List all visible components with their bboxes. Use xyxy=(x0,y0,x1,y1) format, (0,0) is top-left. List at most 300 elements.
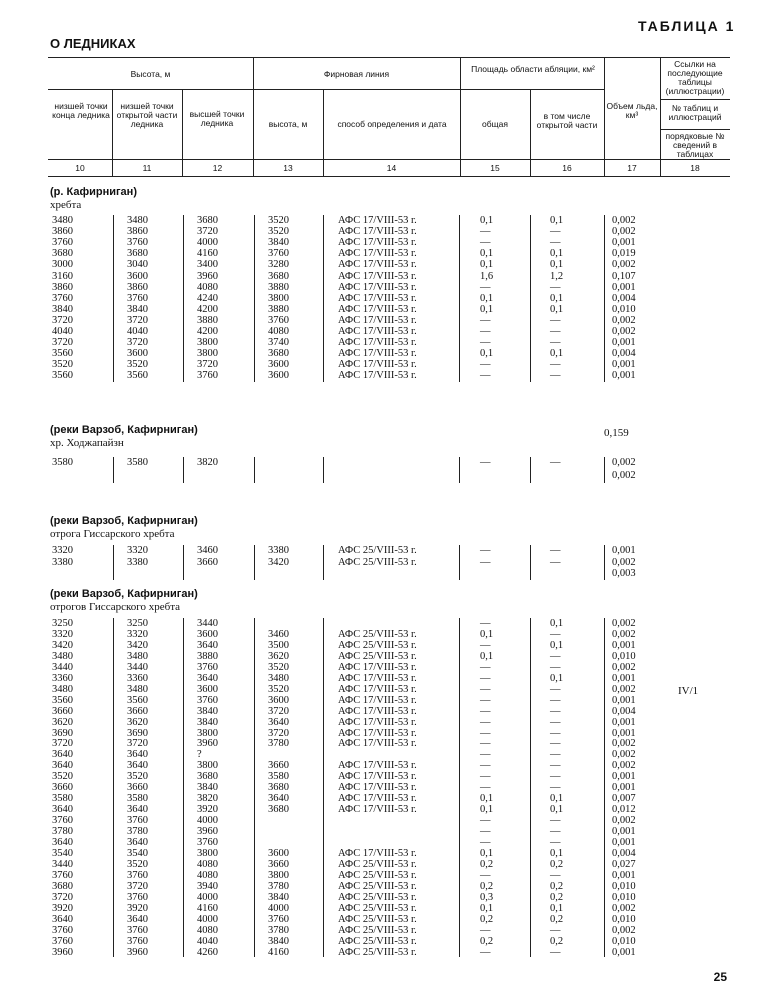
table-cell: 3520 xyxy=(268,661,289,673)
table-cell: 3840 xyxy=(197,716,218,728)
table-cell: 3860 xyxy=(52,281,73,293)
column-rule xyxy=(113,618,114,957)
column-rule xyxy=(459,618,460,957)
table-cell: — xyxy=(550,815,561,827)
table-cell: АФС 17/VIII-53 г. xyxy=(338,760,417,772)
table-row xyxy=(0,348,775,359)
table-cell: 3760 xyxy=(127,869,148,881)
table-row xyxy=(0,237,775,248)
table-cell: 3620 xyxy=(127,716,148,728)
table-cell: 4040 xyxy=(127,326,148,337)
table-cell: 0,1 xyxy=(550,639,564,651)
table-cell: 3520 xyxy=(268,683,289,695)
table-cell: 3640 xyxy=(197,639,218,651)
table-cell: 0,2 xyxy=(550,858,564,870)
table-cell: 3660 xyxy=(52,705,73,717)
table-row xyxy=(0,695,775,706)
table-cell: — xyxy=(480,281,491,293)
table-cell: 3720 xyxy=(197,359,218,371)
table-cell: 0,1 xyxy=(480,215,494,226)
table-cell: 3760 xyxy=(52,237,73,249)
table-cell: 3560 xyxy=(127,370,148,382)
table-cell: 0,2 xyxy=(550,880,564,892)
table-cell: — xyxy=(480,760,491,772)
table-cell: 3760 xyxy=(197,370,218,382)
table-cell: 3560 xyxy=(52,348,73,360)
table-cell: 3720 xyxy=(268,705,289,717)
table-cell: 3800 xyxy=(197,727,218,739)
table-cell: 0,1 xyxy=(480,628,494,640)
table-cell: 3640 xyxy=(127,913,148,925)
table-row xyxy=(0,337,775,348)
header-refs-sub2: порядковые № сведений в таблицах xyxy=(665,131,725,159)
table-cell: 0,001 xyxy=(612,716,636,728)
table-row xyxy=(0,568,775,579)
table-cell: 3680 xyxy=(127,248,148,260)
column-number: 10 xyxy=(75,163,85,173)
table-row xyxy=(0,870,775,881)
table-cell: 0,002 xyxy=(612,470,636,481)
table-cell: — xyxy=(550,628,561,640)
table-cell: 3500 xyxy=(268,639,289,651)
table-cell: 0,001 xyxy=(612,727,636,739)
table-cell: 0,1 xyxy=(480,847,494,859)
table-cell: 3640 xyxy=(197,672,218,684)
table-cell: — xyxy=(480,556,491,568)
table-cell: 3250 xyxy=(127,618,148,629)
table-cell: 3440 xyxy=(52,661,73,673)
table-row xyxy=(0,903,775,914)
header-firn-group: Фирновая линия xyxy=(323,69,390,79)
table-cell: 3680 xyxy=(52,880,73,892)
header-h-high: высшей точки ледника xyxy=(189,109,245,128)
table-cell: 3620 xyxy=(52,716,73,728)
table-cell: 3680 xyxy=(268,782,289,794)
table-row xyxy=(0,640,775,651)
table-cell: 3760 xyxy=(127,891,148,903)
table-cell: 3600 xyxy=(268,847,289,859)
table-cell: 3680 xyxy=(52,248,73,260)
table-cell: 3660 xyxy=(127,705,148,717)
table-cell: 3480 xyxy=(127,683,148,695)
table-cell: 3600 xyxy=(268,359,289,371)
table-cell: АФС 17/VIII-53 г. xyxy=(338,782,417,794)
table-cell: АФС 17/VIII-53 г. xyxy=(338,314,417,326)
table-cell: 0,001 xyxy=(612,639,636,651)
table-cell: 0,004 xyxy=(612,847,636,859)
table-cell: 3880 xyxy=(197,314,218,326)
table-cell: 4080 xyxy=(197,281,218,293)
table-cell: 3840 xyxy=(197,782,218,794)
table-cell: 3760 xyxy=(197,661,218,673)
table-cell: 0,001 xyxy=(612,237,636,249)
table-cell: 3320 xyxy=(127,628,148,640)
table-cell: 0,001 xyxy=(612,694,636,706)
column-rule xyxy=(183,215,184,382)
table-cell: 0,1 xyxy=(550,902,564,914)
table-cell: АФС 17/VIII-53 г. xyxy=(338,738,417,750)
table-cell: 4240 xyxy=(197,292,218,304)
header-area-open: в том числе открытой части xyxy=(536,111,598,130)
table-cell: 0,1 xyxy=(550,618,564,629)
table-cell: 3420 xyxy=(268,556,289,568)
table-cell: 0,001 xyxy=(612,771,636,783)
table-cell: 3040 xyxy=(127,259,148,271)
table-cell: 3800 xyxy=(197,760,218,772)
table-cell: 3660 xyxy=(197,556,218,568)
table-cell: — xyxy=(480,326,491,337)
table-cell: 3000 xyxy=(52,259,73,271)
header-area-total: общая xyxy=(482,119,508,129)
table-row xyxy=(0,684,775,695)
table-row xyxy=(0,557,775,568)
table-cell: 3320 xyxy=(127,545,148,556)
table-cell: — xyxy=(480,749,491,761)
column-rule xyxy=(459,457,460,483)
table-cell: АФС 17/VIII-53 г. xyxy=(338,847,417,859)
table-cell: 3460 xyxy=(268,628,289,640)
table-cell: 3640 xyxy=(268,716,289,728)
table-cell: — xyxy=(480,661,491,673)
table-row xyxy=(0,629,775,640)
table-cell: 3760 xyxy=(52,935,73,947)
table-cell: 4200 xyxy=(197,303,218,315)
table-cell: 0,001 xyxy=(612,359,636,371)
table-cell: 0,002 xyxy=(612,749,636,761)
table-cell: 3680 xyxy=(197,771,218,783)
table-cell: 3960 xyxy=(52,946,73,958)
table-cell: АФС 17/VIII-53 г. xyxy=(338,270,417,282)
table-cell: 0,1 xyxy=(550,348,564,360)
table-cell: — xyxy=(550,760,561,772)
column-rule xyxy=(113,545,114,580)
table-cell: 0,107 xyxy=(612,270,636,282)
column-rule xyxy=(323,618,324,957)
table-cell: 3840 xyxy=(197,705,218,717)
table-cell: — xyxy=(550,946,561,958)
table-cell: 3720 xyxy=(127,337,148,349)
table-cell: 4260 xyxy=(197,946,218,958)
table-cell: АФС 17/VIII-53 г. xyxy=(338,281,417,293)
table-cell: 0,001 xyxy=(612,370,636,382)
table-cell: 3920 xyxy=(127,902,148,914)
table-cell: — xyxy=(550,237,561,249)
table-cell: 3600 xyxy=(127,270,148,282)
table-cell: 0,1 xyxy=(480,248,494,260)
table-row xyxy=(0,359,775,370)
section-title: (реки Варзоб, Кафирниган) отрога Гиссарского хребта xyxy=(50,515,198,540)
table-cell: 3780 xyxy=(52,826,73,838)
table-cell: 3520 xyxy=(127,771,148,783)
table-cell: 3880 xyxy=(268,281,289,293)
table-cell: 0,2 xyxy=(480,913,494,925)
table-cell: 0,2 xyxy=(480,935,494,947)
table-cell: — xyxy=(550,226,561,238)
table-cell: 3780 xyxy=(268,924,289,936)
table-row xyxy=(0,760,775,771)
table-cell: 3690 xyxy=(127,727,148,739)
table-cell: 0,002 xyxy=(612,259,636,271)
table-row xyxy=(0,859,775,870)
column-rule xyxy=(183,545,184,580)
table-cell: 0,1 xyxy=(480,303,494,315)
table-cell: 0,1 xyxy=(550,672,564,684)
table-cell: — xyxy=(550,826,561,838)
table-row xyxy=(0,738,775,749)
table-cell: 0,002 xyxy=(612,226,636,238)
table-cell: 3250 xyxy=(52,618,73,629)
table-cell: 0,002 xyxy=(612,902,636,914)
table-cell: — xyxy=(550,359,561,371)
table-cell: АФС 17/VIII-53 г. xyxy=(338,248,417,260)
column-number: 18 xyxy=(690,163,700,173)
table-row xyxy=(0,804,775,815)
header-area-group: Площадь области абляции, км² xyxy=(471,64,595,74)
table-cell: 3760 xyxy=(127,292,148,304)
table-cell: 0,1 xyxy=(480,259,494,271)
column-number: 15 xyxy=(490,163,500,173)
table-cell: 3760 xyxy=(52,815,73,827)
table-cell: 3520 xyxy=(268,226,289,238)
table-cell: 0,002 xyxy=(612,924,636,936)
table-cell: 0,1 xyxy=(550,804,564,816)
table-cell: 3640 xyxy=(52,760,73,772)
table-cell: — xyxy=(480,457,491,468)
table-cell: 3640 xyxy=(127,804,148,816)
table-cell: 3380 xyxy=(52,556,73,568)
table-cell: 3760 xyxy=(197,694,218,706)
table-cell: 0,002 xyxy=(612,215,636,226)
table-cell: 3600 xyxy=(127,348,148,360)
table-cell: 3520 xyxy=(127,858,148,870)
table-cell: АФС 25/VIII-53 г. xyxy=(338,913,417,925)
table-cell: — xyxy=(480,672,491,684)
table-cell: АФС 25/VIII-53 г. xyxy=(338,628,417,640)
table-cell: 0,002 xyxy=(612,760,636,772)
table-cell: 3660 xyxy=(52,782,73,794)
header-refs: Ссылки на последующие таблицы (иллюстрации) xyxy=(665,59,725,96)
table-cell: 0,010 xyxy=(612,935,636,947)
table-cell: 3600 xyxy=(268,370,289,382)
column-rule xyxy=(530,215,531,382)
table-cell: 0,007 xyxy=(612,793,636,805)
table-cell: АФС 17/VIII-53 г. xyxy=(338,694,417,706)
table-label: ТАБЛИЦА 1 xyxy=(638,18,736,34)
table-cell: — xyxy=(550,314,561,326)
table-row xyxy=(0,651,775,662)
table-row xyxy=(0,470,775,481)
table-cell: 0,002 xyxy=(612,618,636,629)
table-cell: 3160 xyxy=(52,270,73,282)
table-cell: — xyxy=(480,826,491,838)
table-cell: 3720 xyxy=(127,738,148,750)
table-cell: АФС 25/VIII-53 г. xyxy=(338,946,417,958)
table-cell: 3560 xyxy=(127,694,148,706)
table-cell: 3840 xyxy=(127,303,148,315)
column-number: 13 xyxy=(283,163,293,173)
table-cell: 0,010 xyxy=(612,303,636,315)
table-cell: 3660 xyxy=(268,858,289,870)
table-cell: 3680 xyxy=(197,215,218,226)
table-cell: АФС 25/VIII-53 г. xyxy=(338,935,417,947)
table-cell: АФС 17/VIII-53 г. xyxy=(338,215,417,226)
reference-note: IV/1 xyxy=(678,685,699,697)
table-cell: АФС 25/VIII-53 г. xyxy=(338,545,417,556)
table-cell: 3580 xyxy=(127,457,148,468)
table-cell: АФС 17/VIII-53 г. xyxy=(338,359,417,371)
table-cell: — xyxy=(480,639,491,651)
table-row xyxy=(0,370,775,381)
table-cell: 3640 xyxy=(52,749,73,761)
table-cell: 3360 xyxy=(127,672,148,684)
table-cell: 0,010 xyxy=(612,891,636,903)
table-cell: 3360 xyxy=(52,672,73,684)
table-cell: 4080 xyxy=(197,869,218,881)
table-cell: 0,002 xyxy=(612,815,636,827)
table-cell: 3320 xyxy=(52,545,73,556)
column-rule xyxy=(323,457,324,483)
table-cell: 0,1 xyxy=(480,650,494,662)
table-row xyxy=(0,826,775,837)
table-cell: 0,002 xyxy=(612,556,636,568)
table-cell: 3880 xyxy=(268,303,289,315)
table-row xyxy=(0,706,775,717)
table-cell: 3420 xyxy=(52,639,73,651)
table-cell: АФС 17/VIII-53 г. xyxy=(338,661,417,673)
table-cell: 3440 xyxy=(197,618,218,629)
column-rule xyxy=(459,545,460,580)
table-cell: — xyxy=(550,727,561,739)
table-cell: 3520 xyxy=(52,771,73,783)
table-cell: 3580 xyxy=(52,457,73,468)
table-cell: 3600 xyxy=(268,694,289,706)
table-cell: 0,1 xyxy=(480,348,494,360)
table-cell: АФС 25/VIII-53 г. xyxy=(338,924,417,936)
table-cell: 4200 xyxy=(197,326,218,337)
table-cell: 3840 xyxy=(268,237,289,249)
section-total: 0,159 xyxy=(604,427,629,439)
table-cell: — xyxy=(550,370,561,382)
table-cell: 0,002 xyxy=(612,628,636,640)
table-cell: 3720 xyxy=(52,738,73,750)
table-cell: 3860 xyxy=(52,226,73,238)
table-cell: 0,003 xyxy=(612,568,636,579)
column-number: 11 xyxy=(142,163,152,173)
table-cell: 3780 xyxy=(127,826,148,838)
table-cell: 0,002 xyxy=(612,457,636,468)
table-cell: 3640 xyxy=(268,793,289,805)
table-row xyxy=(0,749,775,760)
table-cell: 3720 xyxy=(268,727,289,739)
table-cell: — xyxy=(480,705,491,717)
table-row xyxy=(0,892,775,903)
table-cell: 0,3 xyxy=(480,891,494,903)
header-refs-sub1: № таблиц и иллюстраций xyxy=(668,103,722,122)
table-cell: — xyxy=(550,716,561,728)
table-cell: 0,012 xyxy=(612,804,636,816)
table-cell: АФС 17/VIII-53 г. xyxy=(338,804,417,816)
table-cell: ? xyxy=(197,749,202,761)
table-cell: — xyxy=(480,314,491,326)
table-cell: 3780 xyxy=(268,880,289,892)
table-cell: АФС 25/VIII-53 г. xyxy=(338,639,417,651)
column-number: 14 xyxy=(386,163,397,173)
table-cell: АФС 17/VIII-53 г. xyxy=(338,771,417,783)
table-cell: — xyxy=(550,705,561,717)
table-cell: 3760 xyxy=(127,935,148,947)
table-row xyxy=(0,545,775,556)
table-cell: 0,1 xyxy=(550,847,564,859)
table-cell: 3440 xyxy=(127,661,148,673)
table-cell: 3640 xyxy=(127,749,148,761)
table-row xyxy=(0,618,775,629)
table-cell: 0,2 xyxy=(550,913,564,925)
column-number: 16 xyxy=(562,163,572,173)
table-cell: 3760 xyxy=(268,248,289,260)
column-rule xyxy=(254,618,255,957)
table-cell: АФС 17/VIII-53 г. xyxy=(338,303,417,315)
table-cell: АФС 17/VIII-53 г. xyxy=(338,793,417,805)
table-row xyxy=(0,914,775,925)
table-row xyxy=(0,793,775,804)
header-h-low-end: низшей точки конца ледника xyxy=(52,101,110,120)
table-cell: — xyxy=(480,771,491,783)
table-cell: — xyxy=(550,281,561,293)
table-cell: 4040 xyxy=(52,326,73,337)
table-row xyxy=(0,815,775,826)
column-rule xyxy=(604,545,605,580)
table-cell: — xyxy=(550,694,561,706)
table-cell: АФС 17/VIII-53 г. xyxy=(338,727,417,739)
table-cell: 3680 xyxy=(268,804,289,816)
table-cell: — xyxy=(480,618,491,629)
table-cell: 0,002 xyxy=(612,661,636,673)
table-row xyxy=(0,881,775,892)
table-cell: — xyxy=(480,869,491,881)
header-firn-height: высота, м xyxy=(268,119,308,129)
table-cell: 0,001 xyxy=(612,946,636,958)
table-cell: 3920 xyxy=(197,804,218,816)
column-rule xyxy=(323,215,324,382)
table-cell: 3520 xyxy=(268,215,289,226)
table-cell: АФС 17/VIII-53 г. xyxy=(338,683,417,695)
table-cell: АФС 17/VIII-53 г. xyxy=(338,672,417,684)
table-cell: АФС 17/VIII-53 г. xyxy=(338,370,417,382)
table-cell: 3760 xyxy=(197,837,218,848)
table-cell: АФС 25/VIII-53 г. xyxy=(338,880,417,892)
table-cell: — xyxy=(480,815,491,827)
table-cell: 0,1 xyxy=(550,259,564,271)
table-cell: 4000 xyxy=(197,913,218,925)
table-cell: 4080 xyxy=(197,924,218,936)
table-cell: — xyxy=(480,370,491,382)
table-cell: 0,1 xyxy=(550,248,564,260)
table-cell: 3860 xyxy=(127,281,148,293)
table-cell: 3760 xyxy=(127,924,148,936)
table-cell: 0,001 xyxy=(612,281,636,293)
column-rule xyxy=(604,457,605,483)
table-cell: — xyxy=(550,771,561,783)
table-cell: 3480 xyxy=(127,215,148,226)
table-row xyxy=(0,326,775,337)
table-cell: — xyxy=(480,545,491,556)
table-row xyxy=(0,673,775,684)
table-cell: 0,004 xyxy=(612,705,636,717)
table-cell: — xyxy=(550,782,561,794)
table-cell: — xyxy=(550,683,561,695)
table-cell: 3560 xyxy=(52,370,73,382)
table-row xyxy=(0,304,775,315)
